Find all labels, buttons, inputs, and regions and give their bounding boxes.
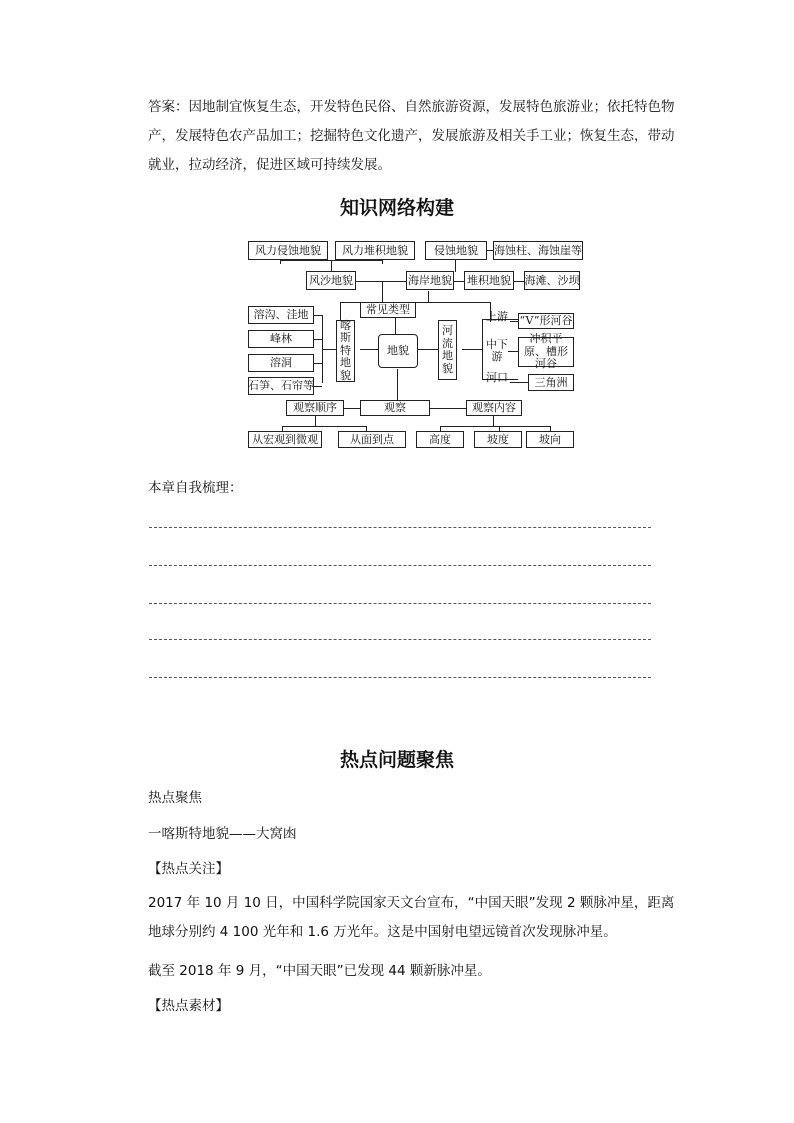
connector	[331, 260, 332, 271]
box-plain-valley: 冲积平原、槽形河谷	[518, 337, 574, 367]
connector	[510, 321, 518, 322]
connector	[397, 369, 398, 400]
connector	[382, 281, 383, 302]
hot-focus-label: 热点聚焦	[148, 790, 202, 806]
connector	[462, 349, 482, 350]
box-landform: 地貌	[378, 334, 418, 368]
knowledge-network-diagram	[240, 234, 585, 452]
box-karst-item: 溶沟、洼地	[248, 306, 314, 324]
box-observe: 观察	[360, 400, 430, 416]
answer-paragraph: 答案：因地制宜恢复生态，开发特色民俗、自然旅游资源，发展特色旅游业；依托特色物产，发展特色农产品加工；挖掘特色文化遗产，发展旅游及相关手工业；恢复生态，带动就业，拉动经济，促进区域可持续发展。	[148, 99, 675, 173]
connector	[440, 426, 550, 427]
box-aspect: 坡向	[526, 431, 574, 448]
section-title-hot-issues: 热点问题聚焦	[339, 749, 454, 771]
box-delta: 三角洲	[528, 374, 574, 391]
box-karst-item: 峰林	[248, 330, 314, 348]
box-erosion: 侵蚀地貌	[425, 241, 487, 260]
box-coastal: 海岸地貌	[406, 271, 454, 290]
box-river: 河流地貌	[438, 320, 457, 380]
box-v-valley: “V”形河谷	[519, 314, 573, 327]
connector	[493, 416, 494, 426]
box-slope: 坡度	[474, 431, 522, 448]
connector	[314, 386, 322, 387]
box-wind-deposition: 风力堆积地貌	[335, 241, 415, 260]
box-beach: 海滩、沙坝	[524, 271, 580, 290]
connector	[344, 408, 360, 409]
box-wind-erosion: 风力侵蚀地貌	[248, 241, 328, 260]
connector	[282, 426, 366, 427]
hot-topic: 一喀斯特地貌——大窝凼	[148, 826, 297, 842]
connector	[428, 291, 429, 302]
section-title-knowledge-network: 知识网络构建	[339, 197, 454, 219]
box-karst-item: 石笋、石帘等	[248, 377, 314, 395]
label-upper: 上游	[486, 310, 508, 323]
blank-line	[149, 639, 651, 640]
label-estuary: 河口	[486, 371, 508, 384]
connector	[356, 281, 406, 282]
connector	[418, 349, 438, 350]
box-observe-content: 观察内容	[466, 400, 522, 416]
self-review-label: 本章自我梳理：	[148, 480, 243, 496]
connector	[280, 260, 281, 264]
box-karst: 喀斯特地貌	[336, 320, 355, 382]
connector	[314, 315, 322, 316]
connector	[510, 382, 528, 383]
connector	[315, 416, 316, 426]
paragraph-pulsar-discovery: 2017 年 10 月 10 日，中国科学院国家天文台宣布，“中国天眼”发现 2 颗脉冲星，距离地球分别约 4 100 光年和 1.6 万光年。这是中国射电望远镜首次发现脉冲星。	[148, 895, 675, 940]
blank-line	[149, 603, 651, 604]
connector	[514, 281, 524, 282]
connector	[322, 349, 336, 350]
paragraph-pulsar-count: 截至 2018 年 9 月，“中国天眼”已发现 44 颗新脉冲星。	[148, 963, 491, 979]
box-macro-micro: 从宏观到微观	[248, 431, 322, 448]
box-height: 高度	[416, 431, 464, 448]
hot-attention-heading: 【热点关注】	[148, 861, 229, 877]
connector	[314, 363, 322, 364]
connector	[360, 349, 378, 350]
box-wind-sand: 风沙地貌	[306, 271, 356, 290]
box-deposition: 堆积地貌	[464, 271, 514, 290]
hot-material-heading: 【热点素材】	[148, 998, 229, 1014]
label-middle-lower: 中下游	[486, 338, 508, 363]
blank-line	[149, 527, 651, 528]
connector	[382, 260, 383, 264]
connector	[430, 408, 466, 409]
box-common-types: 常见类型	[360, 302, 416, 318]
box-karst-item: 溶洞	[248, 354, 314, 372]
connector	[454, 281, 464, 282]
connector	[455, 260, 456, 272]
box-surface-point: 从面到点	[338, 431, 406, 448]
connector	[482, 319, 483, 379]
box-observe-order: 观察顺序	[286, 400, 344, 416]
blank-line	[149, 677, 651, 678]
connector	[314, 339, 322, 340]
blank-line	[149, 565, 651, 566]
box-sea-erosion: 海蚀柱、海蚀崖等	[493, 241, 583, 260]
